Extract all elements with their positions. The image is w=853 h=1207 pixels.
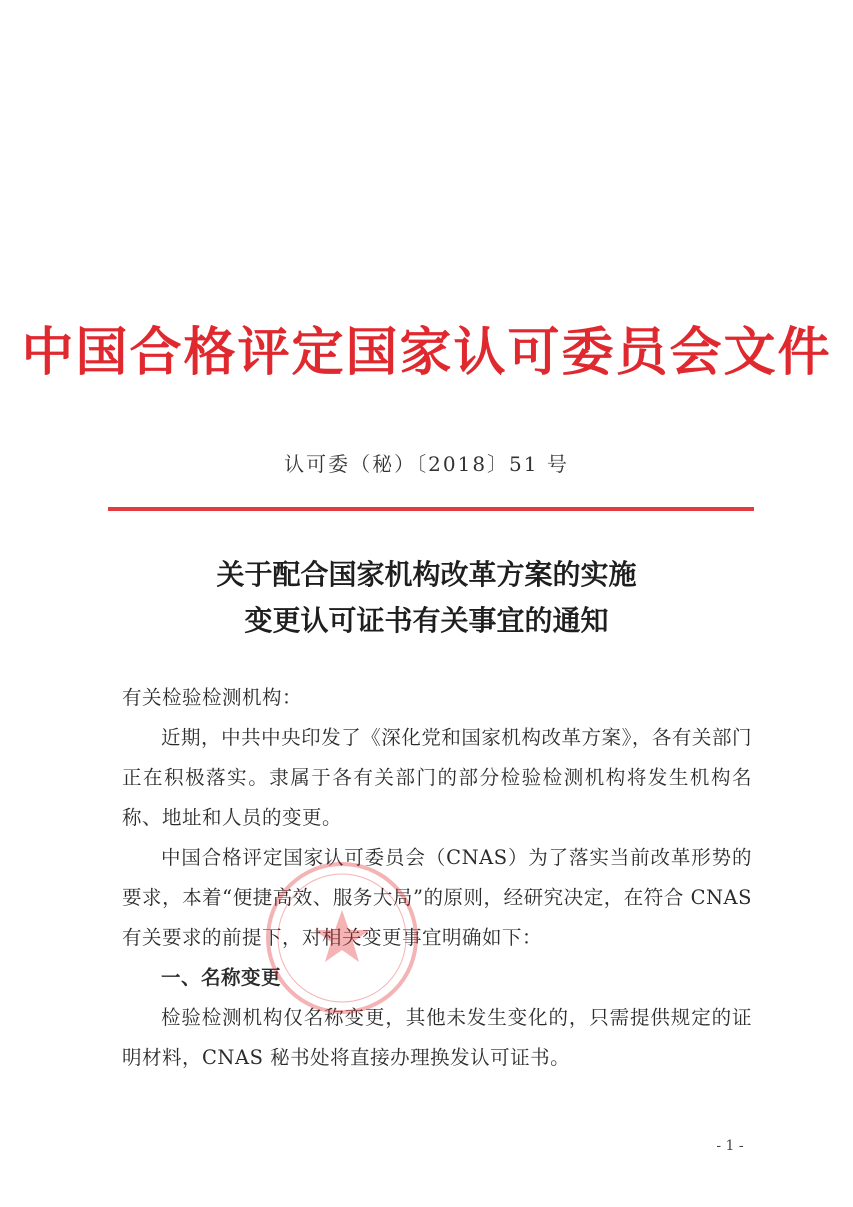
notice-body	[122, 678, 752, 1078]
paragraph-1: 近期，中共中央印发了《深化党和国家机构改革方案》，各有关部门正在积极落实。隶属于各有关部门的部分检验检测机构将发生机构名称、地址和人员的变更。	[122, 726, 752, 829]
masthead-title: 中国合格评定国家认可委员会文件	[21, 322, 832, 383]
notice-title	[0, 552, 853, 644]
salutation: 有关检验检测机构：	[122, 686, 303, 709]
page-number: - 1 -	[716, 1138, 744, 1154]
notice-title-line-2: 变更认可证书有关事宜的通知	[244, 604, 609, 637]
red-divider-line	[108, 507, 754, 511]
paragraph-2: 中国合格评定国家认可委员会（CNAS）为了落实当前改革形势的要求，本着“便捷高效、服务大局”的原则，经研究决定，在符合 CNAS 有关要求的前提下，对相关变更事宜明确如下：	[122, 846, 752, 949]
notice-title-line-1: 关于配合国家机构改革方案的实施	[216, 558, 637, 591]
document-number: 认可委（秘）〔2018〕51 号	[284, 452, 569, 476]
section-heading-1: 一、名称变更	[161, 966, 282, 989]
paragraph-3: 检验检测机构仅名称变更，其他未发生变化的，只需提供规定的证明材料，CNAS 秘书处将直接办理换发认可证书。	[122, 1006, 752, 1069]
